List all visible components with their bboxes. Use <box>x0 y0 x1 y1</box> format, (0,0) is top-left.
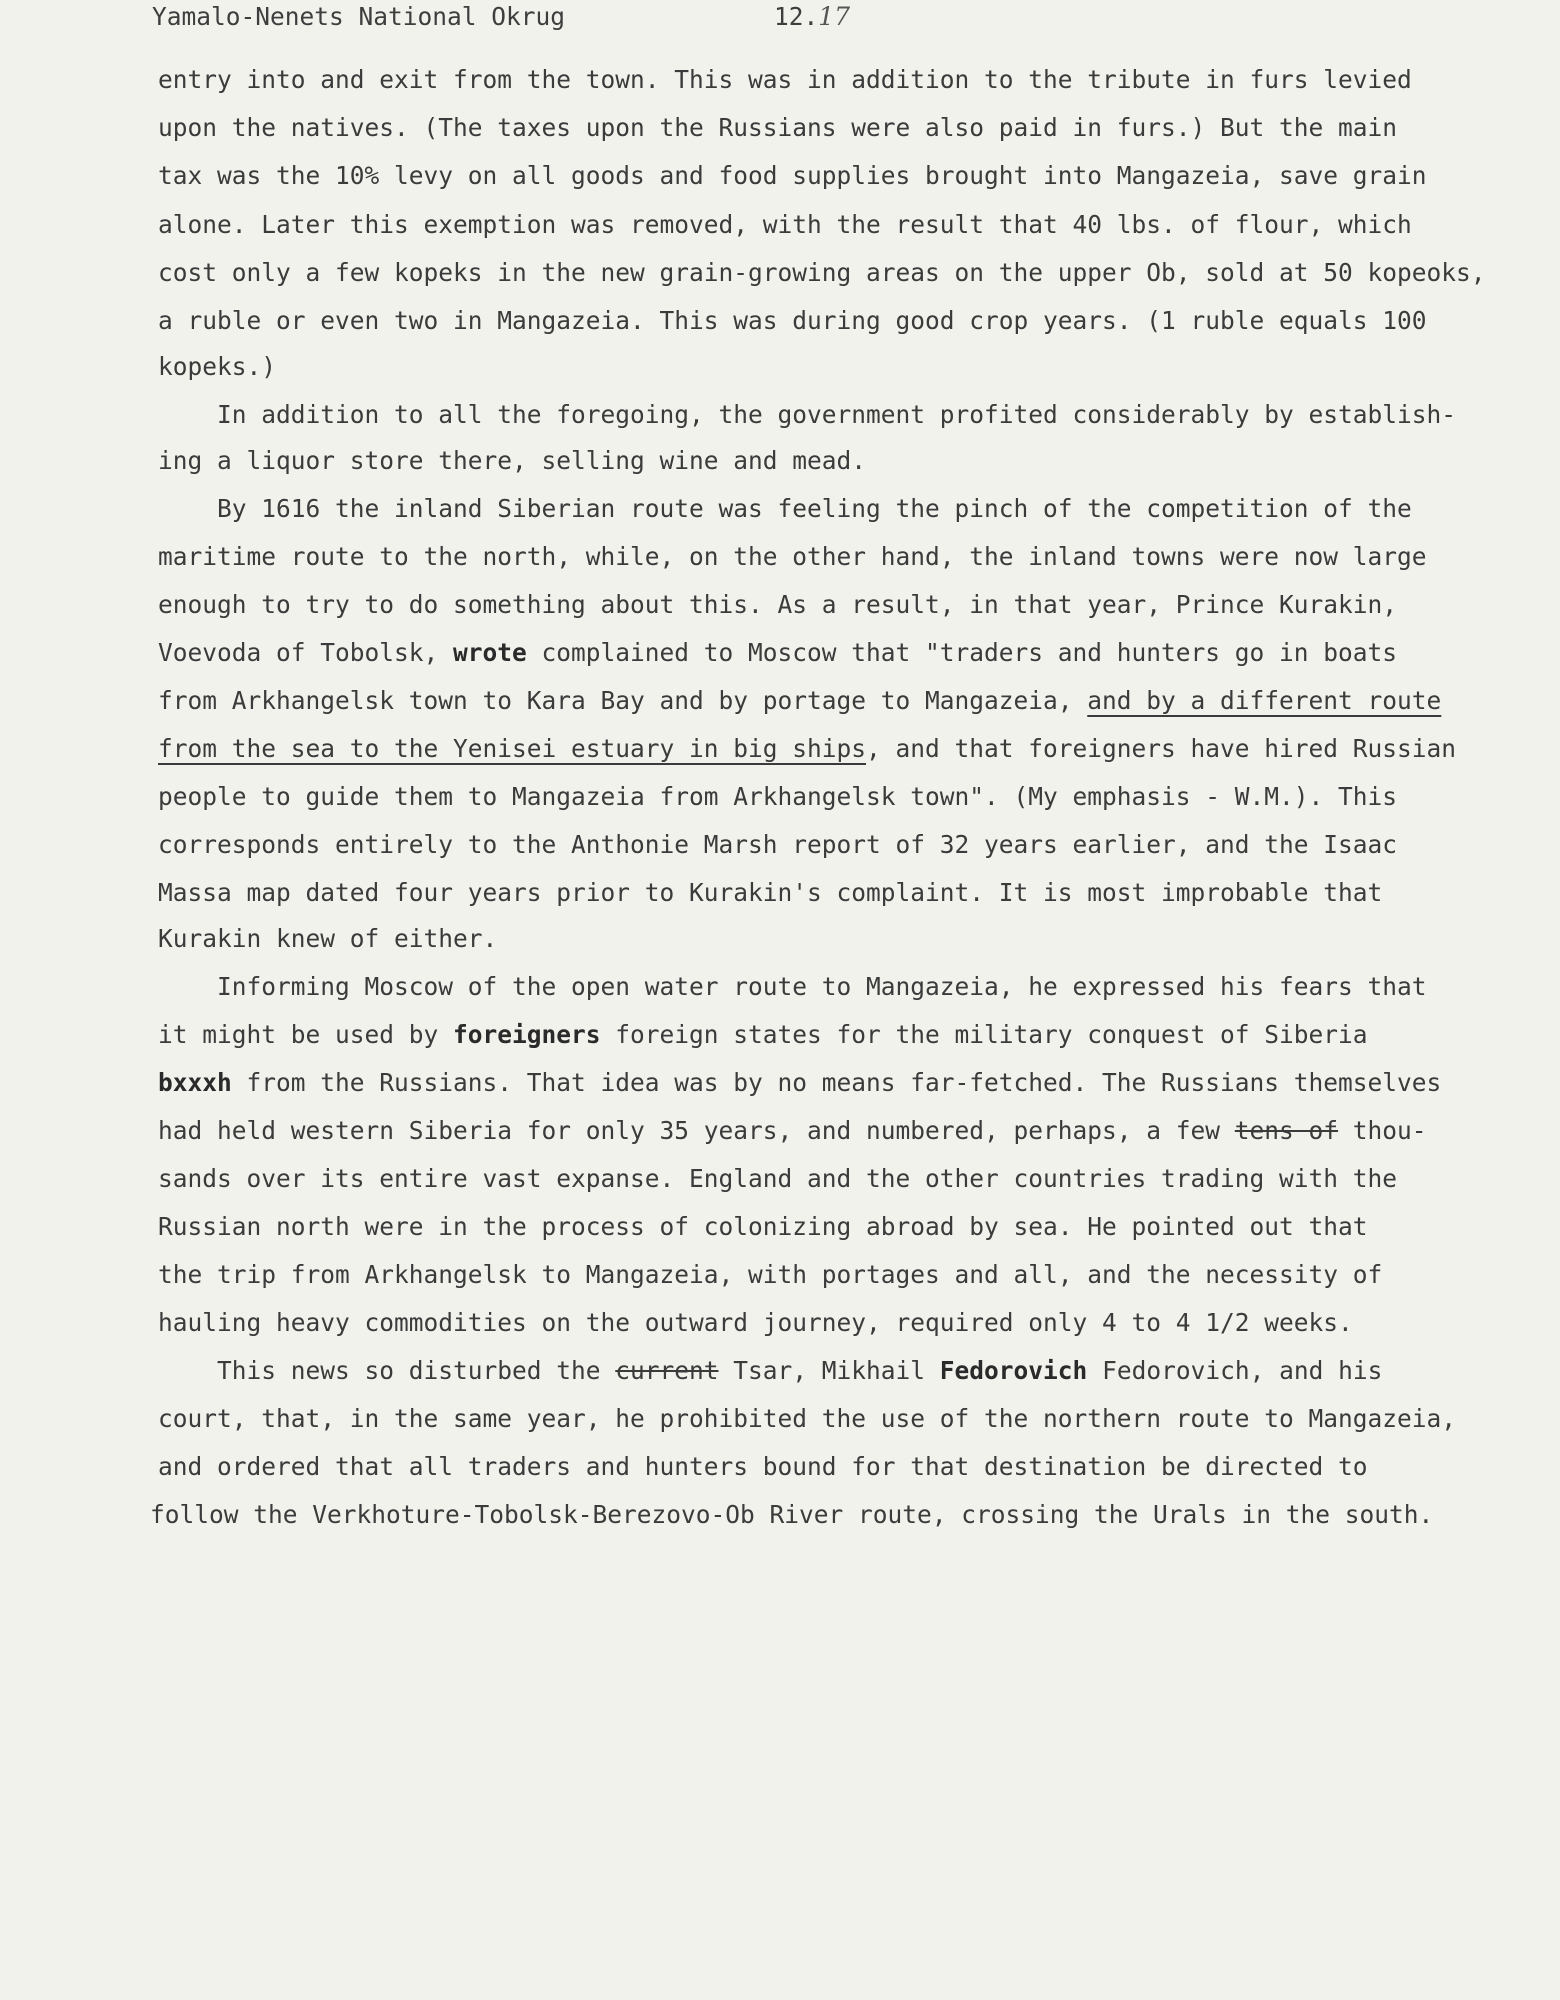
text-segment: from the sea to the Yenisei estuary in big ships <box>158 734 867 763</box>
text-line-28 <box>158 1356 1382 1385</box>
text-segment: Fedorovich, and his <box>1087 1356 1383 1385</box>
text-line-16 <box>158 782 1397 811</box>
text-segment: Russian north were in the process of colonizing abroad by sea. He pointed out that <box>158 1212 1368 1241</box>
text-line-22 <box>158 1068 1441 1097</box>
text-line-31 <box>150 1500 1433 1529</box>
text-segment: the trip from Arkhangelsk to Mangazeia, with portages and all, and the necessity of <box>158 1260 1383 1289</box>
text-line-18 <box>158 878 1382 907</box>
text-line-3 <box>158 161 1427 190</box>
text-segment: Voevoda of Tobolsk, <box>158 638 454 667</box>
text-line-1 <box>158 65 1412 94</box>
text-segment: By 1616 the inland Siberian route was feeling the pinch of the competition of the <box>158 494 1412 523</box>
text-line-14 <box>158 686 1441 715</box>
text-line-26 <box>158 1260 1382 1289</box>
text-line-11 <box>158 542 1427 571</box>
text-segment: corresponds entirely to the Anthonie Marsh report of 32 years earlier, and the Isaac <box>158 830 1398 859</box>
text-segment: enough to try to do something about this. As a result, in that year, Prince Kurakin, <box>158 590 1398 619</box>
text-segment: follow the Verkhoture-Tobolsk-Berezovo-Ob River route, crossing the Urals in the south. <box>150 1500 1434 1529</box>
text-line-6 <box>158 306 1427 335</box>
text-segment: had held western Siberia for only 35 years, and numbered, perhaps, a few <box>158 1116 1235 1145</box>
text-segment: and by a different route <box>1087 686 1442 715</box>
text-line-9 <box>158 446 866 475</box>
text-line-24 <box>158 1164 1397 1193</box>
text-line-25 <box>158 1212 1368 1241</box>
text-segment: a ruble or even two in Mangazeia. This was during good crop years. (1 ruble equals 100 <box>158 306 1427 335</box>
text-line-30 <box>158 1452 1368 1481</box>
text-segment: thou- <box>1338 1116 1427 1145</box>
text-line-13 <box>158 638 1397 667</box>
text-line-5 <box>158 258 1486 287</box>
text-line-19 <box>158 924 497 953</box>
text-segment: alone. Later this exemption was removed, with the result that 40 lbs. of flour, which <box>158 210 1412 239</box>
text-segment: This news so disturbed the <box>158 1356 616 1385</box>
text-segment: entry into and exit from the town. This was in addition to the tribute in furs levied <box>158 65 1412 94</box>
text-segment: foreign states for the military conquest of Siberia <box>600 1020 1368 1049</box>
text-segment: current <box>615 1356 719 1385</box>
text-line-4 <box>158 210 1412 239</box>
text-segment: complained to Moscow that "traders and hunters go in boats <box>526 638 1398 667</box>
text-line-15 <box>158 734 1456 763</box>
text-line-21 <box>158 1020 1368 1049</box>
text-segment: from Arkhangelsk town to Kara Bay and by portage to Mangazeia, <box>158 686 1088 715</box>
text-segment: people to guide them to Mangazeia from Arkhangelsk town". (My emphasis - W.M.). This <box>158 782 1398 811</box>
text-segment: maritime route to the north, while, on the other hand, the inland towns were now large <box>158 542 1427 571</box>
text-segment: , and that foreigners have hired Russian <box>866 734 1457 763</box>
text-segment: Tsar, Mikhail <box>718 1356 940 1385</box>
text-segment: hauling heavy commodities on the outward journey, required only 4 to 4 1/2 weeks. <box>158 1308 1353 1337</box>
text-line-20 <box>158 972 1427 1001</box>
text-segment: tens of <box>1234 1116 1339 1145</box>
text-line-10 <box>158 494 1412 523</box>
text-segment: foreigners <box>453 1020 601 1049</box>
text-segment: upon the natives. (The taxes upon the Russians were also paid in furs.) But the main <box>158 113 1398 142</box>
text-segment: In addition to all the foregoing, the government profited considerably by establish- <box>158 400 1457 429</box>
text-segment: wrote <box>453 638 527 667</box>
text-segment: from the Russians. That idea was by no means far-fetched. The Russians themselves <box>231 1068 1442 1097</box>
text-line-7 <box>158 352 276 381</box>
text-line-17 <box>158 830 1397 859</box>
text-segment: Massa map dated four years prior to Kurakin's complaint. It is most improbable that <box>158 878 1383 907</box>
text-line-8 <box>158 400 1456 429</box>
text-segment: and ordered that all traders and hunters bound for that destination be directed to <box>158 1452 1368 1481</box>
page-number-typed: 12. <box>774 2 819 31</box>
text-line-23 <box>158 1116 1427 1145</box>
page-number-handwritten: 17 <box>818 2 851 31</box>
text-segment: bxxxh <box>158 1068 232 1097</box>
text-segment: cost only a few kopeks in the new grain-growing areas on the upper Ob, sold at 50 kopeoks, <box>158 258 1486 287</box>
text-segment: Informing Moscow of the open water route to Mangazeia, he expressed his fears that <box>158 972 1427 1001</box>
text-segment: it might be used by <box>158 1020 454 1049</box>
page-number <box>774 2 850 31</box>
text-segment: Fedorovich <box>939 1356 1088 1385</box>
text-segment: court, that, in the same year, he prohibited the use of the northern route to Mangazeia, <box>158 1404 1457 1433</box>
text-segment: sands over its entire vast expanse. England and the other countries trading with the <box>158 1164 1398 1193</box>
text-line-27 <box>158 1308 1353 1337</box>
text-segment: kopeks.) <box>158 352 277 381</box>
text-line-2 <box>158 113 1397 142</box>
text-segment: ing a liquor store there, selling wine and mead. <box>158 446 867 475</box>
text-line-29 <box>158 1404 1456 1433</box>
text-segment: tax was the 10% levy on all goods and food supplies brought into Mangazeia, save grain <box>158 161 1427 190</box>
text-segment: Kurakin knew of either. <box>158 924 498 953</box>
text-line-12 <box>158 590 1397 619</box>
page-header-title: Yamalo-Nenets National Okrug <box>152 2 566 31</box>
